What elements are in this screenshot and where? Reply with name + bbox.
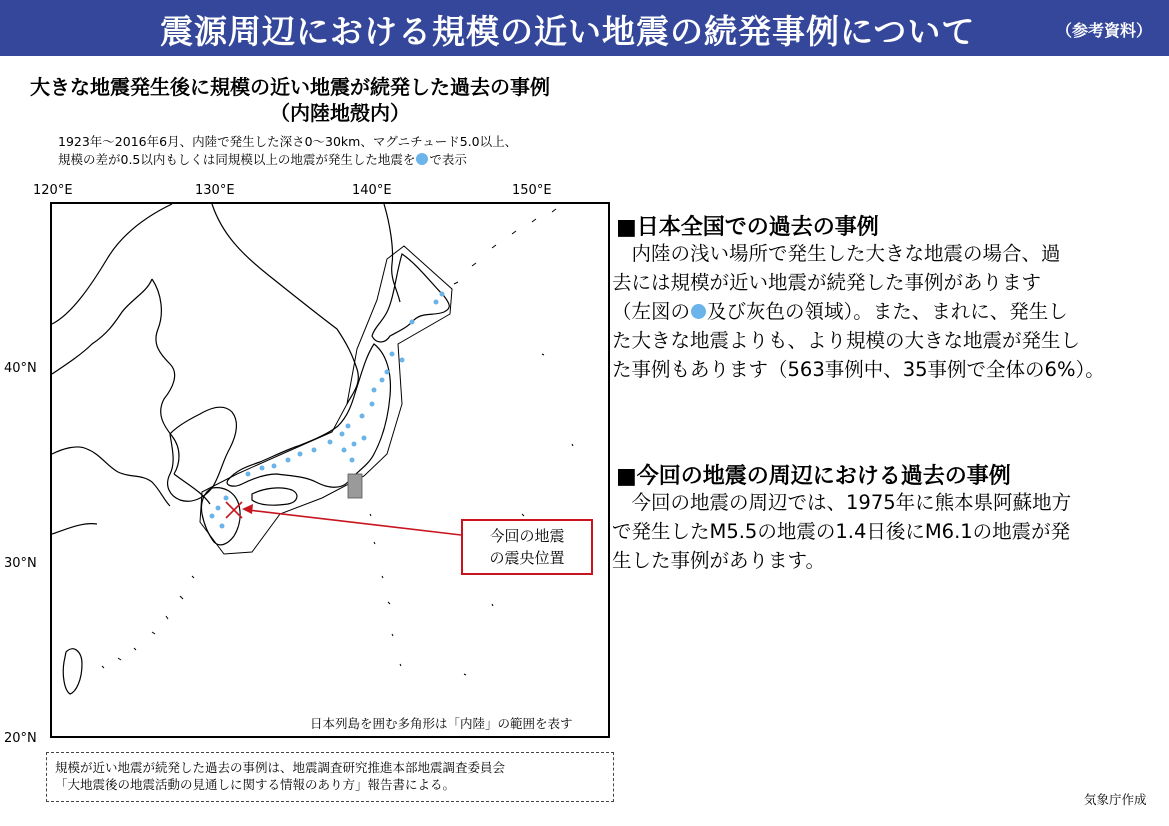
- reference-tag: （参考資料）: [1056, 21, 1153, 40]
- condition-line1: 1923年～2016年6月、内陸で発生した深さ0～30km、マグニチュード5.0以上、: [58, 134, 518, 149]
- section2-line3: 生した事例があります。: [612, 549, 825, 572]
- kyushu: [201, 488, 240, 545]
- mainland-asia: [52, 204, 210, 534]
- map-subtitle-line1: 大きな地震発生後に規模の近い地震が続発した過去の事例: [30, 75, 550, 99]
- footnote-line1: 規模が近い地震が続発した過去の事例は、地震調査研究推進本部地震調査委員会: [55, 760, 506, 775]
- section1-line1: 内陸の浅い場所で発生した大きな地震の場合、過: [612, 242, 1061, 265]
- section1-line2: 去には規模が近い地震が続発した事例があります: [612, 271, 1042, 294]
- footnote-line2: 「大地震後の地震活動の見通しに関する情報のあり方」報告書による。: [55, 777, 456, 792]
- callout-line1: 今回の地震: [489, 527, 565, 545]
- condition-line2: [58, 151, 517, 169]
- section1-line3: [612, 297, 1167, 326]
- callout-arrow-head-icon: [242, 504, 253, 514]
- lon-label-150: 150°E: [512, 183, 552, 198]
- credit-label: 気象庁作成: [1084, 792, 1147, 807]
- map-canvas: [52, 204, 608, 736]
- lat-label-20: 20°N: [4, 731, 37, 746]
- lon-label-120: 120°E: [33, 183, 73, 198]
- callout-arrow-line: [248, 510, 461, 535]
- condition-line2-post: で表示: [429, 152, 467, 167]
- blue-dot-icon: [691, 304, 706, 319]
- hokkaido: [372, 254, 449, 342]
- mainland-asia-north: [212, 204, 358, 404]
- section1-line3-post: 及び灰色の領域）。また、まれに、発生し: [707, 300, 1068, 323]
- section2-line2: で発生したM5.5の地震の1.4日後にM6.1の地震が発: [612, 520, 1071, 543]
- section2-line1: 今回の地震の周辺では、1975年に熊本県阿蘇地方: [612, 491, 1072, 514]
- shikoku: [252, 488, 297, 505]
- section1-line5: た事例もあります（563事例中、35事例で全体の6%）。: [612, 358, 1105, 381]
- header-banner: [0, 0, 1169, 56]
- kuril-islands: [454, 209, 556, 284]
- section1-body: [612, 239, 1167, 384]
- section2-heading: ■今回の地震の周辺における過去の事例: [616, 464, 1011, 489]
- izu-bonin-islands: [370, 514, 401, 666]
- section2-body: [612, 488, 1167, 575]
- callout-line2: の震央位置: [489, 549, 565, 567]
- grey-area-izu: [348, 474, 362, 498]
- sakhalin: [384, 204, 400, 302]
- ryukyu-islands: [102, 576, 194, 668]
- korean-peninsula: [168, 407, 237, 501]
- honshu: [227, 344, 390, 487]
- taiwan: [63, 649, 82, 694]
- lon-label-140: 140°E: [352, 183, 392, 198]
- map-condition: [58, 133, 517, 169]
- map-subtitle: [30, 74, 670, 126]
- lat-label-30: 30°N: [4, 556, 37, 571]
- lon-label-130: 130°E: [195, 183, 235, 198]
- epicenter-markers: [210, 292, 445, 529]
- map-note: 日本列島を囲む多角形は「内陸」の範囲を表す: [310, 716, 573, 731]
- condition-line2-pre: 規模の差が0.5以内もしくは同規模以上の地震が発生した地震を: [58, 152, 416, 167]
- epicenter-callout: [461, 519, 593, 575]
- section1-line3-pre: （左図の: [612, 300, 691, 323]
- pacific-islands: [464, 354, 573, 675]
- epicenter-map: [50, 202, 610, 738]
- section1-heading: ■日本全国での過去の事例: [616, 215, 879, 240]
- blue-dot-icon: [416, 153, 428, 165]
- map-subtitle-line2: （内陸地殻内）: [270, 101, 410, 125]
- inland-polygon: [200, 246, 452, 554]
- source-footnote: [46, 752, 614, 802]
- section1-line4: た大きな地震よりも、より規模の大きな地震が発生し: [612, 329, 1081, 352]
- lat-label-40: 40°N: [4, 361, 37, 376]
- page-title: 震源周辺における規模の近い地震の続発事例について: [160, 12, 976, 51]
